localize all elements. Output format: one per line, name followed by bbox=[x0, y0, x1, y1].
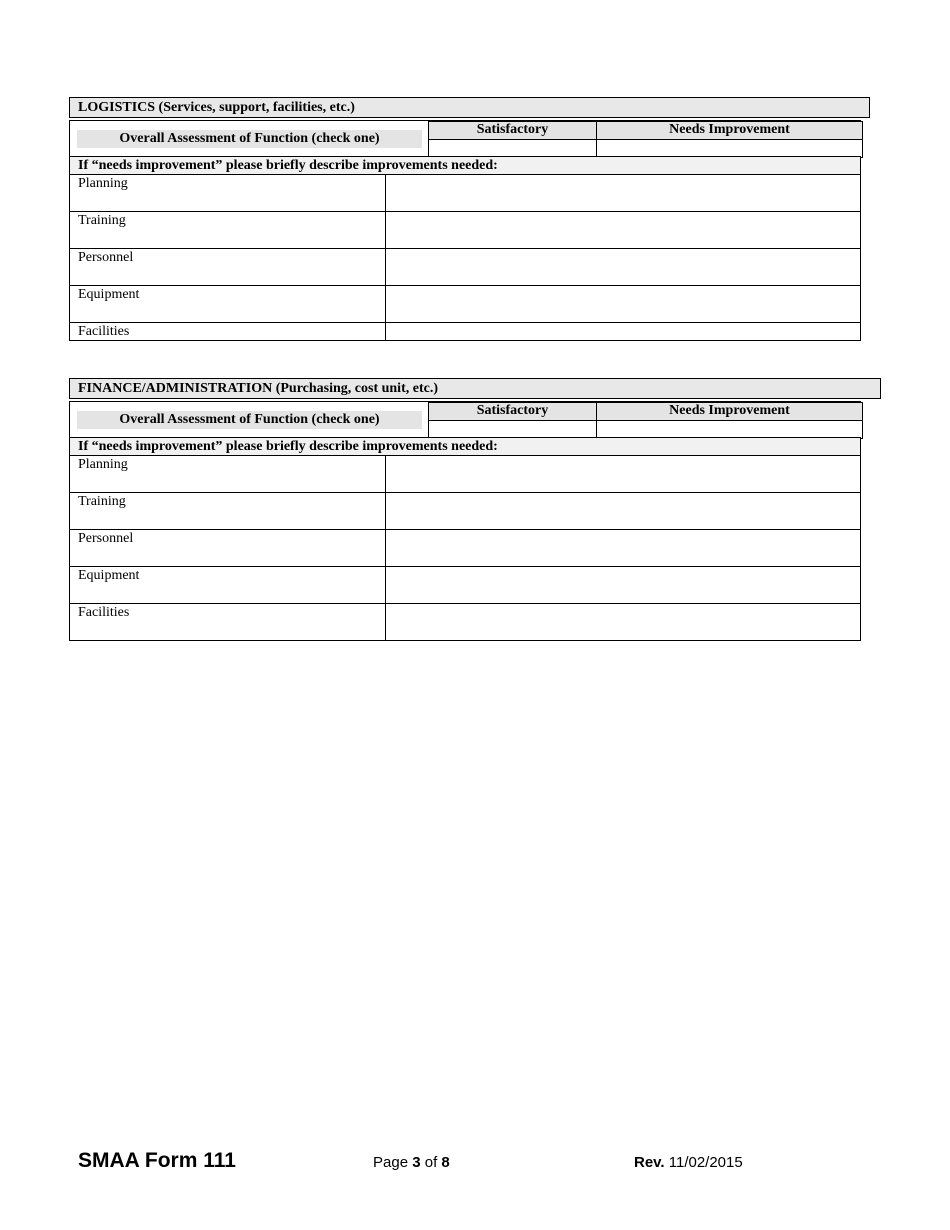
page-of: of bbox=[424, 1154, 438, 1171]
facilities-response-field[interactable] bbox=[386, 604, 861, 641]
table-row bbox=[70, 530, 861, 567]
equipment-response-field[interactable] bbox=[386, 286, 861, 323]
row-label-personnel: Personnel bbox=[70, 249, 386, 286]
assessment-label: Overall Assessment of Function (check one) bbox=[77, 130, 422, 148]
page-number bbox=[373, 1154, 450, 1171]
satisfactory-header: Satisfactory bbox=[428, 121, 597, 140]
row-label-facilities: Facilities bbox=[70, 323, 386, 341]
revision bbox=[634, 1154, 743, 1171]
planning-response-field[interactable] bbox=[386, 175, 861, 212]
table-row bbox=[70, 493, 861, 530]
row-label-personnel: Personnel bbox=[70, 530, 386, 567]
table-row bbox=[70, 212, 861, 249]
row-label-facilities: Facilities bbox=[70, 604, 386, 641]
satisfactory-header: Satisfactory bbox=[428, 402, 597, 421]
row-label-training: Training bbox=[70, 212, 386, 249]
table-row bbox=[70, 323, 861, 341]
page-current: 3 bbox=[412, 1154, 421, 1171]
section-title: LOGISTICS (Services, support, facilities, etc.) bbox=[69, 97, 870, 118]
training-response-field[interactable] bbox=[386, 212, 861, 249]
equipment-response-field[interactable] bbox=[386, 567, 861, 604]
improvement-table bbox=[69, 455, 861, 641]
row-label-equipment: Equipment bbox=[70, 567, 386, 604]
personnel-response-field[interactable] bbox=[386, 249, 861, 286]
personnel-response-field[interactable] bbox=[386, 530, 861, 567]
facilities-response-field[interactable] bbox=[386, 323, 861, 341]
improvement-prompt: If “needs improvement” please briefly describe improvements needed: bbox=[69, 156, 861, 175]
table-row bbox=[70, 567, 861, 604]
table-row bbox=[70, 175, 861, 212]
table-row bbox=[70, 286, 861, 323]
assessment-label: Overall Assessment of Function (check one) bbox=[77, 411, 422, 429]
overall-assessment bbox=[69, 401, 861, 437]
row-label-planning: Planning bbox=[70, 456, 386, 493]
improvement-table bbox=[69, 174, 861, 341]
row-label-training: Training bbox=[70, 493, 386, 530]
page-prefix: Page bbox=[373, 1154, 409, 1171]
row-label-equipment: Equipment bbox=[70, 286, 386, 323]
improvement-prompt: If “needs improvement” please briefly describe improvements needed: bbox=[69, 437, 861, 456]
revision-date: 11/02/2015 bbox=[668, 1154, 743, 1171]
revision-label: Rev. bbox=[634, 1154, 665, 1171]
page-total: 8 bbox=[441, 1154, 450, 1171]
table-row bbox=[70, 249, 861, 286]
planning-response-field[interactable] bbox=[386, 456, 861, 493]
form-name: SMAA Form 111 bbox=[78, 1149, 236, 1172]
needs-improvement-header: Needs Improvement bbox=[596, 402, 863, 421]
section-title: FINANCE/ADMINISTRATION (Purchasing, cost unit, etc.) bbox=[69, 378, 881, 399]
table-row bbox=[70, 604, 861, 641]
training-response-field[interactable] bbox=[386, 493, 861, 530]
table-row bbox=[70, 456, 861, 493]
needs-improvement-header: Needs Improvement bbox=[596, 121, 863, 140]
overall-assessment bbox=[69, 120, 861, 156]
row-label-planning: Planning bbox=[70, 175, 386, 212]
